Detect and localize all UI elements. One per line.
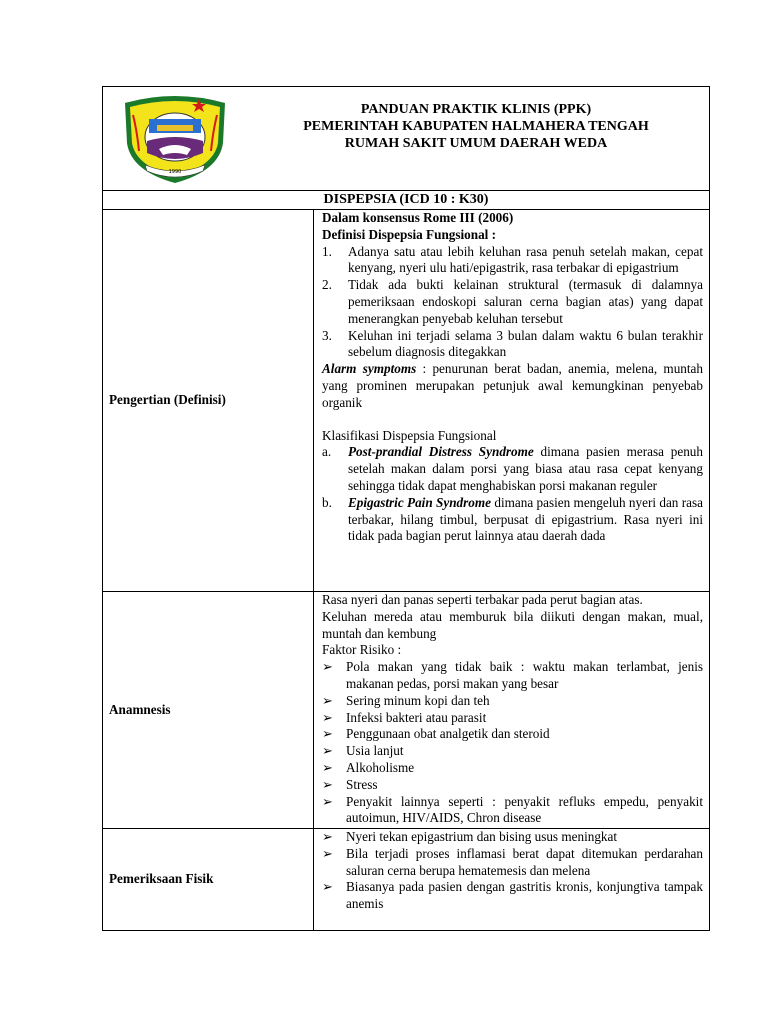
arrow-bullet-icon: ➢ [322, 845, 334, 861]
list-text: Penyakit lainnya seperti : penyakit refluks empedu, penyakit autoimun, HIV/AIDS, Chron disease [346, 793, 703, 826]
list-number: 2. [322, 277, 332, 293]
arrow-bullet-icon: ➢ [322, 793, 334, 809]
list-item [322, 879, 703, 913]
list-text: Tidak ada bukti kelainan struktural (termasuk di dalamnya pemeriksaan endoskopi saluran cerna bagian atas) yang dapat menerangkan penyebab keluhan tersebut [348, 277, 703, 326]
header-titles [243, 101, 709, 152]
arrow-bullet-icon: ➢ [322, 879, 334, 895]
list-item [322, 726, 703, 743]
list-item [322, 693, 703, 710]
arrow-bullet-icon: ➢ [322, 743, 334, 759]
ppk-table [102, 86, 710, 931]
definisi-subtitle: Definisi Dispepsia Fungsional : [322, 226, 497, 242]
alarm-text: : penurunan berat badan, anemia, melena, muntah yang prominen merupakan petunjuk awal kemungkinan penyebab organik [322, 361, 703, 410]
klasifikasi-text: dimana pasien merasa penuh setelah makan dalam porsi yang biasa atau rasa cepat kenyang sehingga tidak dapat menghabiskan porsi makanan reguler [348, 444, 703, 493]
arrow-bullet-icon: ➢ [322, 692, 334, 708]
list-letter: b. [322, 494, 332, 510]
list-text: Penggunaan obat analgetik dan steroid [346, 726, 550, 742]
faktor-title: Faktor Risiko : [322, 642, 402, 658]
arrow-bullet-icon: ➢ [322, 726, 334, 742]
definisi-intro: Dalam konsensus Rome III (2006) [322, 210, 514, 225]
list-text: Adanya satu atau lebih keluhan rasa penuh setelah makan, cepat kenyang, nyeri ulu hati/epigastrik, rasa terbakar di epigastrium [348, 243, 703, 276]
header-title-1: PANDUAN PRAKTIK KLINIS (PPK) [360, 102, 592, 117]
klasifikasi-list [322, 444, 703, 545]
definisi-content [314, 210, 710, 592]
klasifikasi-term: Epigastric Pain Syndrome [348, 494, 491, 510]
klasifikasi-text: dimana pasien mengeluh nyeri dan rasa terbakar, hilang timbul, berpusat di epigastrium. Rasa nyeri ini tidak pada bagian perut lainnya atau daerah dada [348, 494, 703, 544]
arrow-bullet-icon: ➢ [322, 759, 334, 775]
header-title-2: PEMERINTAH KABUPATEN HALMAHERA TENGAH [303, 119, 649, 134]
list-item [322, 760, 703, 777]
alarm-symptoms [322, 361, 703, 411]
klasifikasi-title: Klasifikasi Dispepsia Fungsional [322, 427, 497, 443]
list-number: 1. [322, 243, 332, 259]
list-item [322, 777, 703, 794]
fisik-list [322, 829, 703, 913]
list-item [322, 328, 703, 362]
list-text: Stress [346, 776, 378, 792]
list-text: Keluhan ini terjadi selama 3 bulan dalam waktu 6 bulan terakhir sebelum diagnosis ditegakkan [348, 327, 703, 360]
document-header [103, 87, 710, 191]
list-item [322, 277, 703, 327]
anamnesis-intro-1: Rasa nyeri dan panas seperti terbakar pada perut bagian atas. [322, 592, 643, 607]
anamnesis-intro-2: Keluhan mereda atau memburuk bila diikuti dengan makan, mual, muntah dan kembung [322, 608, 703, 641]
arrow-bullet-icon: ➢ [322, 709, 334, 725]
list-item [322, 710, 703, 727]
header-title-3: RUMAH SAKIT UMUM DAERAH WEDA [344, 136, 608, 151]
fisik-content [314, 829, 710, 931]
list-text: Usia lanjut [346, 743, 404, 759]
list-item [322, 829, 703, 846]
list-text: Sering minum kopi dan teh [346, 692, 490, 708]
fisik-label: Pemeriksaan Fisik [103, 829, 314, 931]
definisi-label: Pengertian (Definisi) [103, 210, 314, 592]
regency-emblem-logo [111, 91, 239, 187]
list-item [322, 846, 703, 880]
list-item [322, 794, 703, 828]
list-item [322, 244, 703, 278]
arrow-bullet-icon: ➢ [322, 776, 334, 792]
arrow-bullet-icon: ➢ [322, 659, 334, 675]
list-item [322, 495, 703, 545]
list-letter: a. [322, 444, 332, 460]
list-number: 3. [322, 327, 332, 343]
alarm-term: Alarm symptoms [322, 361, 417, 377]
topic-title: DISPEPSIA (ICD 10 : K30) [103, 191, 710, 210]
list-item [322, 743, 703, 760]
svg-text:1990: 1990 [168, 169, 182, 175]
list-text: Biasanya pada pasien dengan gastritis kronis, konjungtiva tampak anemis [346, 879, 703, 912]
list-item [322, 659, 703, 693]
faktor-list [322, 659, 703, 827]
list-text: Nyeri tekan epigastrium dan bising usus meningkat [346, 829, 618, 844]
list-text: Infeksi bakteri atau parasit [346, 709, 487, 725]
definisi-list [322, 244, 703, 362]
anamnesis-label: Anamnesis [103, 592, 314, 829]
list-text: Bila terjadi proses inflamasi berat dapat ditemukan perdarahan saluran cerna berupa hematemesis dan melena [346, 845, 703, 878]
arrow-bullet-icon: ➢ [322, 829, 334, 844]
list-text: Alkoholisme [346, 759, 415, 775]
anamnesis-content [314, 592, 710, 829]
list-item [322, 444, 703, 494]
list-text: Pola makan yang tidak baik : waktu makan terlambat, jenis makanan pedas, porsi makan yang besar [346, 659, 703, 691]
klasifikasi-term: Post-prandial Distress Syndrome [348, 444, 534, 460]
